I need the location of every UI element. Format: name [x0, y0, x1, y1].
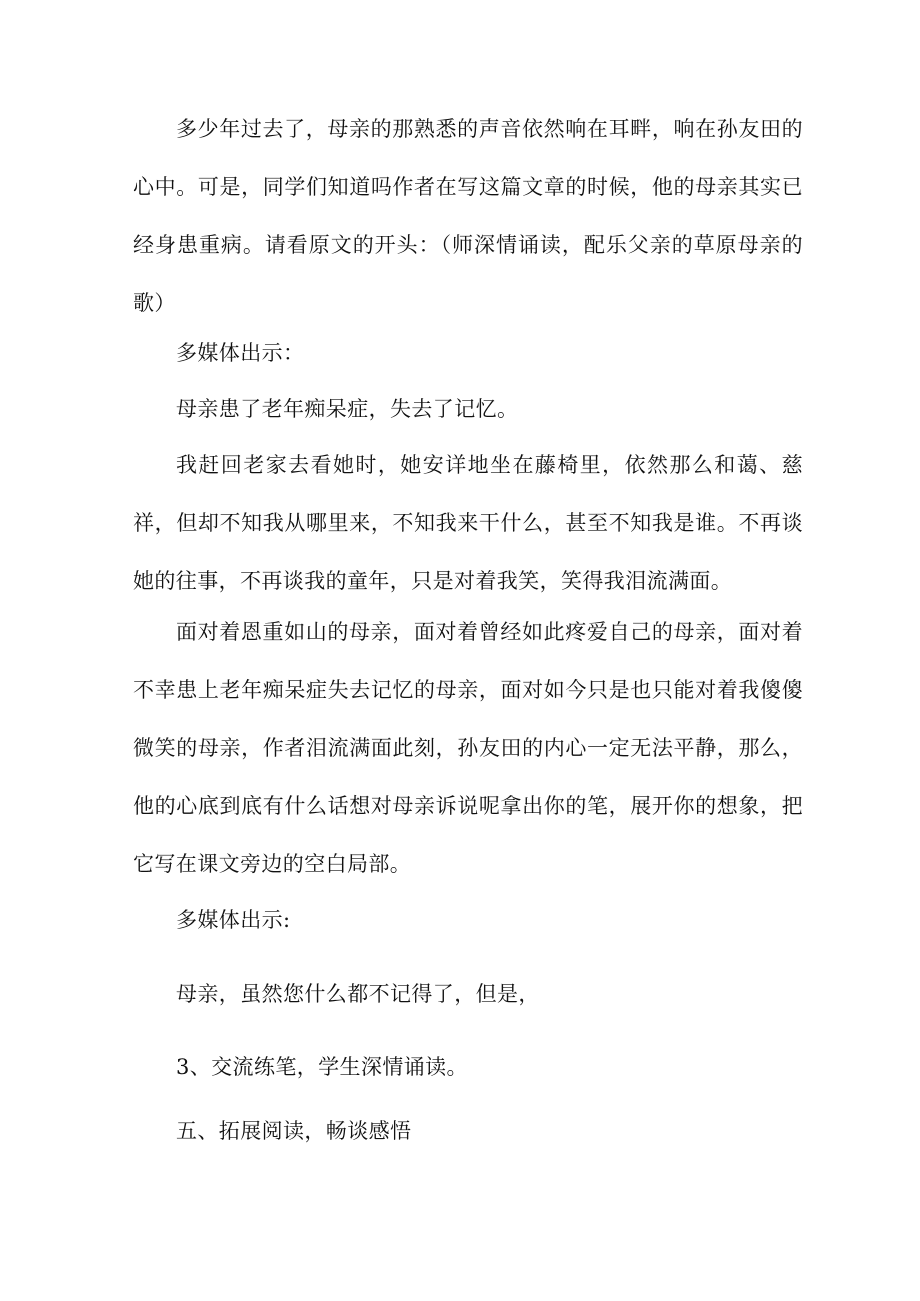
- paragraph-writing-prompt: 面对着恩重如山的母亲，面对着曾经如此疼爱自己的母亲，面对着不幸患上老年痴呆症失去记忆的母亲，面对如今只是也只能对着我傻傻微笑的母亲，作者泪流满面此刻，孙友田的内心一定无法平静，那么，他的心底到底有什么话想对母亲诉说呢拿出你的笔，展开你的想象，把它写在课文旁边的空白局部。: [133, 620, 803, 876]
- paragraph-return-home: 我赶回老家去看她时，她安详地坐在藤椅里，依然那么和蔼、慈祥，但却不知我从哪里来，不知我来干什么，甚至不知我是谁。不再谈她的往事，不再谈我的童年，只是对着我笑，笑得我泪流满面。: [133, 453, 803, 593]
- step-3-exchange: 3、交流练笔，学生深情诵读。: [176, 1055, 468, 1079]
- multimedia-heading-2: 多媒体出示:: [176, 908, 291, 932]
- multimedia-heading-1: 多媒体出示：: [176, 341, 305, 365]
- paragraph-mother-prompt: 母亲，虽然您什么都不记得了，但是，: [176, 982, 540, 1006]
- section-5-heading: 五、拓展阅读，畅谈感悟: [176, 1119, 412, 1143]
- paragraph-dementia: 母亲患了老年痴呆症，失去了记忆。: [176, 397, 519, 421]
- paragraph-mother-voice: 多少年过去了，母亲的那熟悉的声音依然响在耳畔，响在孙友田的心中。可是，同学们知道吗作者在写这篇文章的时候，他的母亲其实已经身患重病。请看原文的开头：（师深情诵读，配乐父亲的草原母亲的歌）: [133, 117, 803, 315]
